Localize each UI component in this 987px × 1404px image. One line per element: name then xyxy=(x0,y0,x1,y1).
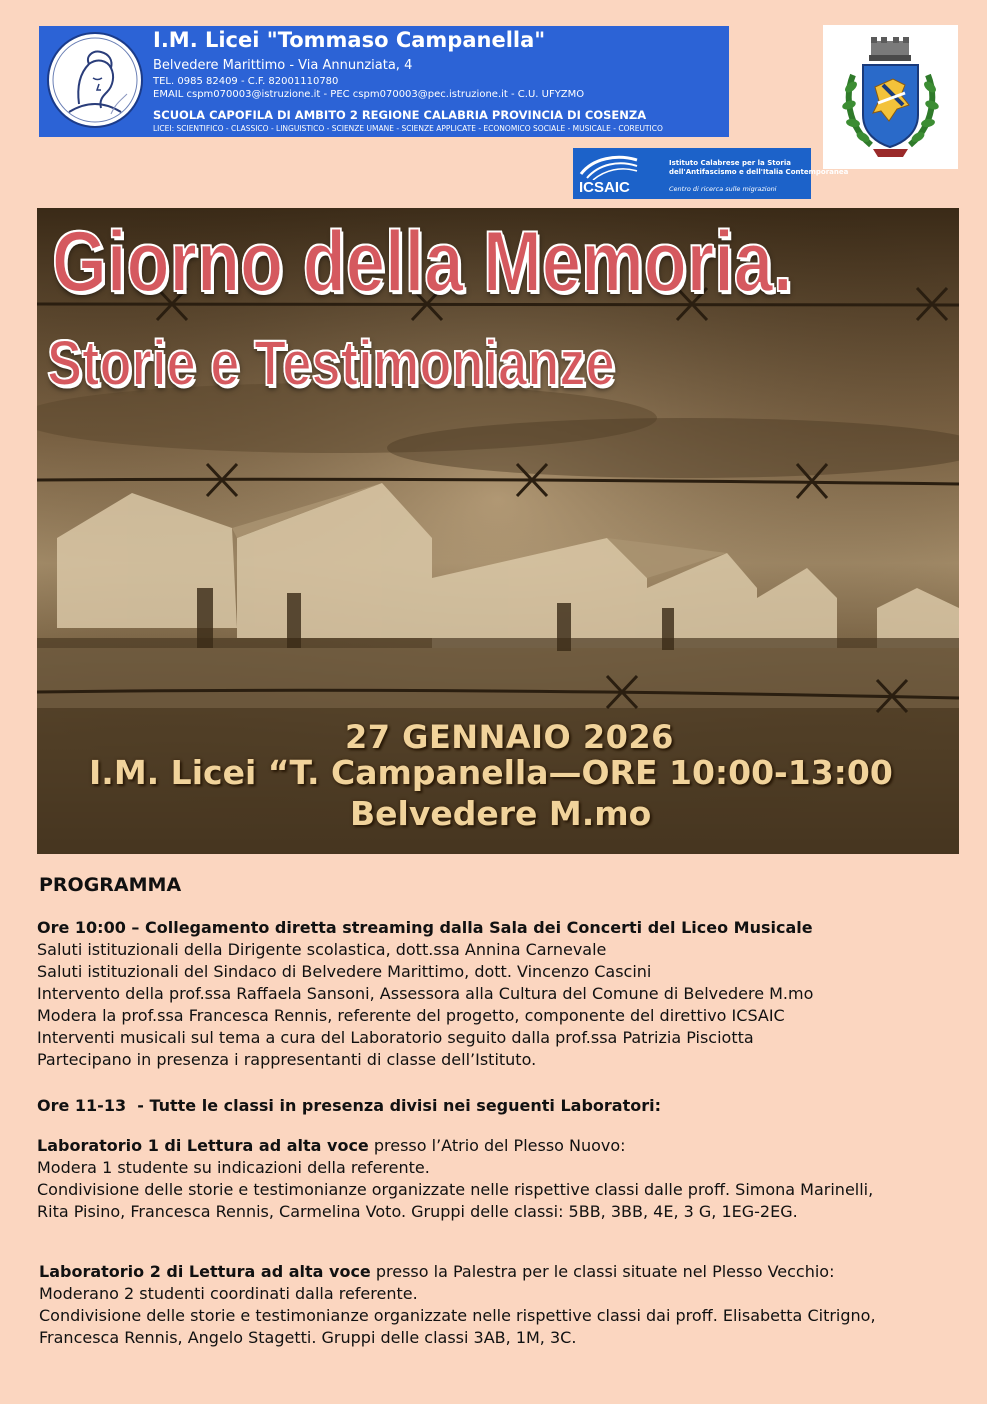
school-address: Belvedere Marittimo - Via Annunziata, 4 xyxy=(153,58,413,73)
block1-line: Interventi musicali sul tema a cura del Laboratorio seguito dalla prof.ssa Patrizia Pisciotta xyxy=(37,1028,754,1047)
lab1-line: Modera 1 studente su indicazioni della referente. xyxy=(37,1158,430,1177)
block1-title: Ore 10:00 – Collegamento diretta streaming dalla Sala dei Concerti del Liceo Musicale xyxy=(37,918,813,937)
icsaic-swoosh-icon xyxy=(579,152,639,180)
lab1-location: presso l’Atrio del Plesso Nuovo: xyxy=(368,1136,626,1155)
lab1-line: Rita Pisino, Francesca Rennis, Carmelina Voto. Gruppi delle classi: 5BB, 3BB, 4E, 3 G, 1EG-2EG. xyxy=(37,1202,798,1221)
block1-line: Saluti istituzionali del Sindaco di Belvedere Marittimo, dott. Vincenzo Cascini xyxy=(37,962,652,981)
school-contacts: TEL. 0985 82409 - C.F. 82001110780 EMAIL cspm070003@istruzione.it - PEC cspm070003@pec.istruzione.it - C.U. UFYZMO xyxy=(153,76,585,100)
hero-title: Giorno della Memoria. xyxy=(52,214,793,310)
municipal-coat-of-arms-icon xyxy=(823,25,958,169)
lab1-heading xyxy=(37,1136,626,1156)
block2-title: Ore 11-13 - Tutte le classi in presenza divisi nei seguenti Laboratori: xyxy=(37,1096,661,1115)
school-ambito: SCUOLA CAPOFILA DI AMBITO 2 REGIONE CALABRIA PROVINCIA DI COSENZA xyxy=(153,108,647,122)
event-place-time: I.M. Licei “T. Campanella—ORE 10:00-13:00 xyxy=(89,753,893,792)
school-logo-portrait xyxy=(47,32,143,128)
lab2-title: Laboratorio 2 di Lettura ad alta voce xyxy=(39,1262,371,1281)
event-city: Belvedere M.mo xyxy=(350,794,652,833)
lab2-heading xyxy=(39,1262,834,1282)
icsaic-subtitle: Centro di ricerca sulle migrazioni xyxy=(669,185,777,193)
block1-line: Saluti istituzionali della Dirigente scolastica, dott.ssa Annina Carnevale xyxy=(37,940,607,959)
block1-line: Partecipano in presenza i rappresentanti di classe dell’Istituto. xyxy=(37,1050,537,1069)
event-date: 27 GENNAIO 2026 xyxy=(345,718,674,756)
block1-line: Modera la prof.ssa Francesca Rennis, referente del progetto, componente del direttivo ICSAIC xyxy=(37,1006,785,1025)
lab2-line: Francesca Rennis, Angelo Stagetti. Gruppi delle classi 3AB, 1M, 3C. xyxy=(39,1328,577,1347)
block1-line: Intervento della prof.ssa Raffaela Sansoni, Assessora alla Cultura del Comune di Belvedere M.mo xyxy=(37,984,814,1003)
icsaic-label: ICSAIC xyxy=(579,179,630,196)
school-courses: LICEI: SCIENTIFICO - CLASSICO - LINGUISTICO - SCIENZE UMANE - SCIENZE APPLICATE - ECONOMICO SOCIALE - MUSICALE - COREUTICO xyxy=(153,124,663,133)
icsaic-description: Istituto Calabrese per la Storia dell'Antifascismo e dell'Italia Contemporanea xyxy=(669,159,849,176)
hero-subtitle: Storie e Testimonianze xyxy=(47,327,615,399)
lab2-line: Moderano 2 studenti coordinati dalla referente. xyxy=(39,1284,418,1303)
lab1-line: Condivisione delle storie e testimonianze organizzate nelle rispettive classi dalle proff. Simona Marinelli, xyxy=(37,1180,874,1199)
lab1-title: Laboratorio 1 di Lettura ad alta voce xyxy=(37,1136,369,1155)
lab2-location: presso la Palestra per le classi situate nel Plesso Vecchio: xyxy=(370,1262,835,1281)
hero-image xyxy=(37,208,959,854)
program-heading: PROGRAMMA xyxy=(39,874,182,896)
lab2-line: Condivisione delle storie e testimonianze organizzate nelle rispettive classi dai proff. Elisabetta Citrigno, xyxy=(39,1306,876,1325)
school-name: I.M. Licei "Tommaso Campanella" xyxy=(153,28,546,52)
icsaic-logo xyxy=(573,148,849,199)
school-header-banner xyxy=(39,26,729,137)
